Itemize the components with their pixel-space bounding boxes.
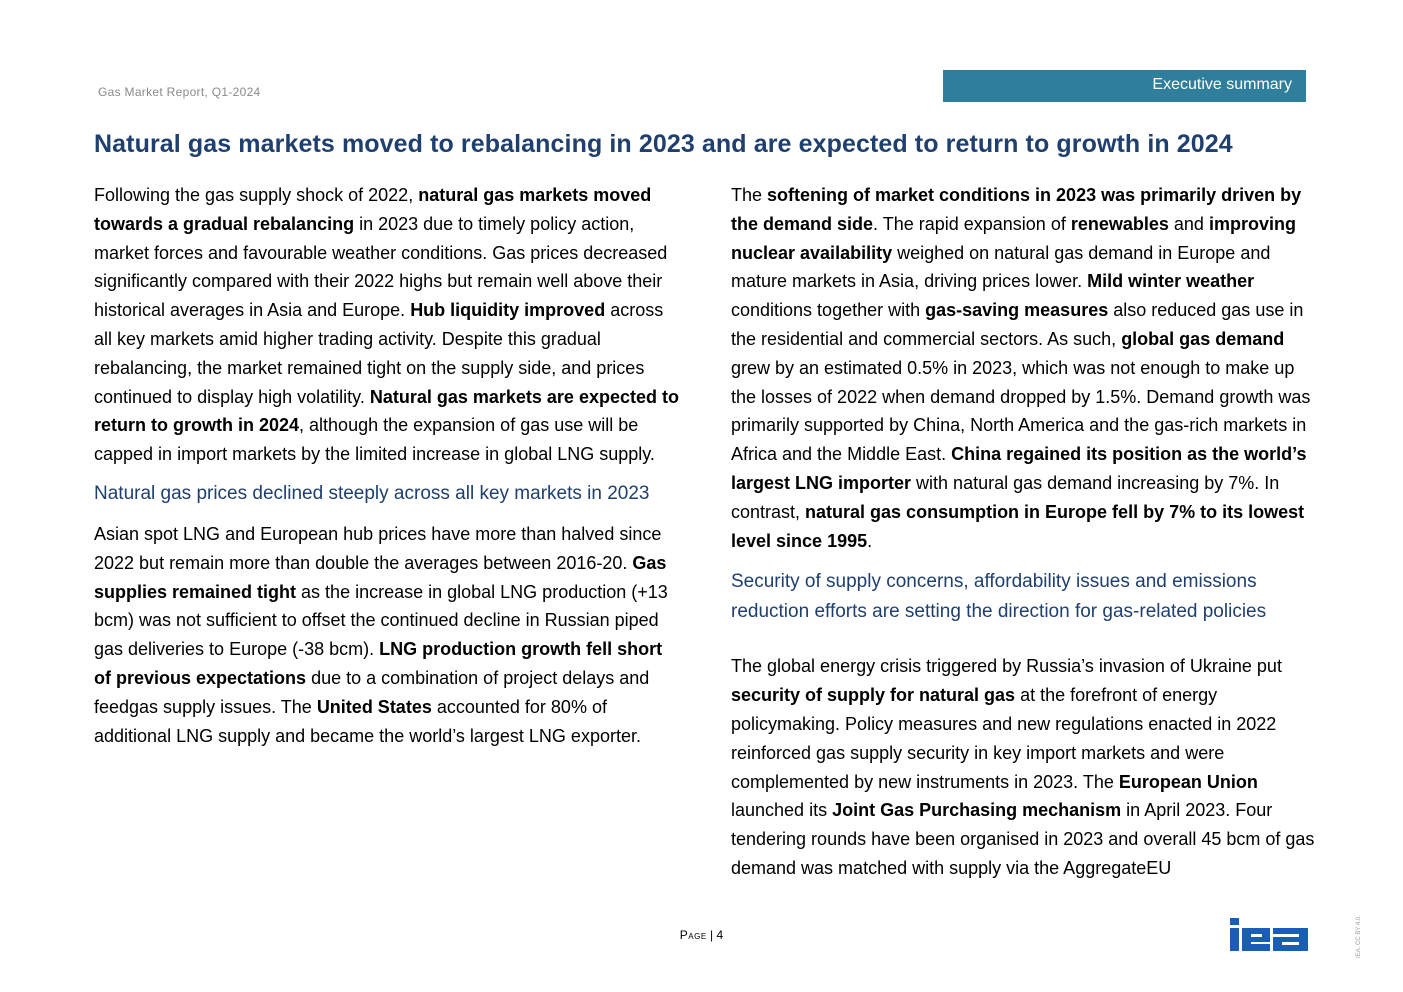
bold-phrase: Joint Gas Purchasing mechanism [832, 800, 1122, 821]
page-word: Page [679, 928, 707, 942]
page-number: 4 [716, 928, 724, 942]
section-banner: Executive summary [943, 70, 1306, 102]
page-number-footer [0, 928, 1403, 942]
bold-phrase: gas-saving measures [925, 300, 1109, 321]
logo-a [1273, 928, 1308, 951]
text-run: in 2023 due to timely policy action, market forces and favourable weather conditions. Gas prices decreased significantly compared with their 2022 highs but remain well above their historical averages in Asia and Europe. [94, 213, 668, 321]
bold-phrase: global gas demand [1121, 328, 1285, 349]
text-run: as the increase in global LNG production (+13 bcm) was not sufficient to offset the continued decline in Russian piped gas deliveries to Europe (-38 bcm). [94, 581, 668, 660]
text-run: across all key markets amid higher trading activity. Despite this gradual rebalancing, the market remained tight on the supply side, and prices continued to display high volatility. [94, 300, 664, 407]
left-subheading: Natural gas prices declined steeply across all key markets in 2023 [94, 482, 650, 504]
report-name: Gas Market Report, Q1-2024 [98, 85, 261, 99]
bold-phrase: LNG production growth fell short of previous expectations [94, 639, 663, 688]
text-run: conditions together with [731, 300, 926, 321]
logo-i-dot [1230, 918, 1239, 925]
text-run: due to a combination of project delays and feedgas supply issues. The [94, 667, 650, 717]
text-run: The [731, 185, 768, 205]
right-subheading: Security of supply concerns, affordability issues and emissions reduction efforts are setting the direction for gas-related policies [731, 571, 1267, 623]
text-run: accounted for 80% of additional LNG supply and became the world’s largest LNG exporter. [94, 696, 641, 746]
right-paragraph-2 [731, 652, 1321, 882]
text-run: and [1168, 213, 1209, 234]
text-run: with natural gas demand increasing by 7%. In contrast, [731, 472, 1280, 522]
logo-i-stem [1230, 928, 1239, 951]
right-column [731, 181, 1321, 883]
bold-phrase: security of supply for natural gas [731, 685, 1016, 706]
bold-phrase: Natural gas markets are expected to return to growth in 2024 [94, 386, 679, 436]
text-run: weighed on natural gas demand in Europe and mature markets in Asia, driving prices lower. [731, 242, 1271, 292]
bold-phrase: China regained its position as the world’s largest LNG importer [731, 444, 1307, 493]
page-title: Natural gas markets moved to rebalancing in 2023 and are expected to return to growth in 2024 [94, 130, 1233, 158]
bold-phrase: improving nuclear availability [731, 213, 1296, 263]
bold-phrase: Hub liquidity improved [410, 300, 606, 321]
text-run: , although the expansion of gas use will be capped in import markets by the limited increase in global LNG supply. [94, 415, 655, 465]
bold-phrase: renewables [1070, 213, 1169, 234]
text-run: at the forefront of energy policymaking. Policy measures and new regulations enacted in 2022 reinforced gas supply security in key import markets and were complemented by new instruments in 2023. The [731, 685, 1277, 792]
text-run: . [867, 530, 873, 551]
page-separator: | [706, 928, 717, 942]
bold-phrase: Mild winter weather [1087, 271, 1255, 292]
text-run: Asian spot LNG and European hub prices have more than halved since 2022 but remain more than double the averages between 2016-20. [94, 523, 662, 573]
logo-e [1242, 928, 1270, 951]
text-run: grew by an estimated 0.5% in 2023, which was not enough to make up the losses of 2022 when demand dropped by 1.5%. Demand growth was primarily supported by China, North America and the gas-rich markets in Africa and the Middle East. [731, 357, 1311, 465]
text-run: in April 2023. Four tendering rounds have been organised in 2023 and overall 45 bcm of gas demand was matched with supply via the AggregateEU [731, 800, 1315, 878]
text-run: Following the gas supply shock of 2022, [94, 185, 419, 205]
license-text: IEA. CC BY 4.0. [1356, 915, 1362, 958]
text-run: . The rapid expansion of [873, 213, 1071, 234]
bold-phrase: United States [316, 696, 432, 717]
text-run: The global energy crisis triggered by Russia’s invasion of Ukraine put [731, 656, 1282, 677]
right-paragraph-1 [731, 181, 1321, 555]
left-paragraph-2 [94, 520, 684, 750]
bold-phrase: natural gas consumption in Europe fell by 7% to its lowest level since 1995 [731, 501, 1305, 551]
left-column [94, 181, 684, 750]
text-run: launched its [731, 800, 833, 821]
bold-phrase: European Union [1118, 771, 1258, 792]
bold-phrase: softening of market conditions in 2023 was primarily driven by the demand side [731, 185, 1302, 234]
left-paragraph-1 [94, 181, 684, 469]
iea-logo [1229, 914, 1309, 954]
text-run: also reduced gas use in the residential and commercial sectors. As such, [731, 300, 1304, 349]
bold-phrase: natural gas markets moved towards a gradual rebalancing [94, 185, 652, 234]
bold-phrase: Gas supplies remained tight [94, 552, 667, 602]
